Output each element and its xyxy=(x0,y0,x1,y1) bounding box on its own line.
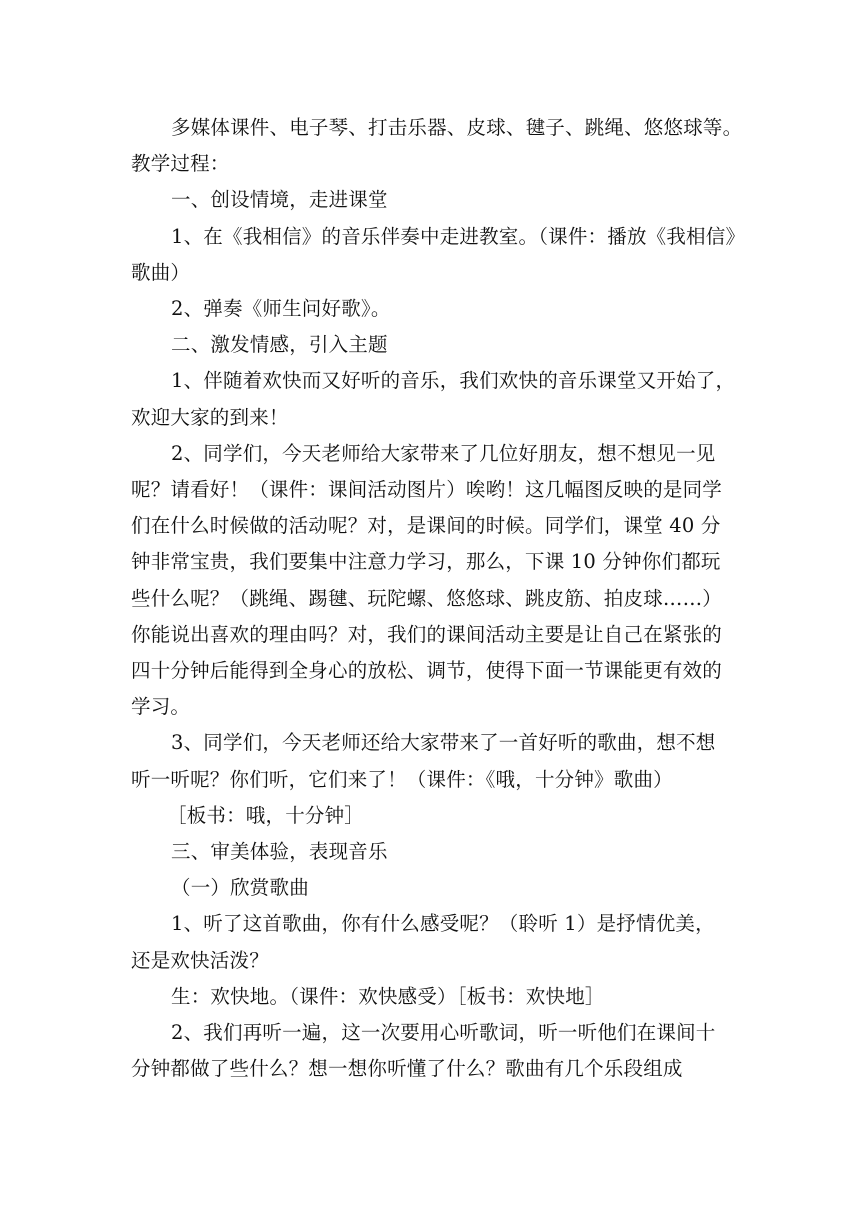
paragraph-line: 3、同学们，今天老师还给大家带来了一首好听的歌曲，想不想 xyxy=(171,731,716,755)
teaching-process-heading: 教学过程： xyxy=(131,152,230,176)
subsection-heading: （一）欣赏歌曲 xyxy=(171,876,309,900)
section-heading-2: 二、激发情感，引入主题 xyxy=(171,333,388,357)
paragraph-line: 2、弹奏《师生问好歌》。 xyxy=(171,297,391,321)
paragraph-line: 学习。 xyxy=(131,695,191,719)
document-body xyxy=(131,110,746,1087)
paragraph-line: 欢迎大家的到来！ xyxy=(131,405,289,429)
section-heading-3: 三、审美体验，表现音乐 xyxy=(171,840,388,864)
section-heading-1: 一、创设情境，走进课堂 xyxy=(171,188,388,212)
paragraph-line: 分钟都做了些什么？想一想你听懂了什么？歌曲有几个乐段组成 xyxy=(131,1057,683,1081)
paragraph-line: 1、听了这首歌曲，你有什么感受呢？（聆听 1）是抒情优美， xyxy=(171,912,715,936)
paragraph-line: 1、伴随着欢快而又好听的音乐，我们欢快的音乐课堂又开始了， xyxy=(171,369,736,393)
materials-line: 多媒体课件、电子琴、打击乐器、皮球、毽子、跳绳、悠悠球等。 xyxy=(171,116,743,139)
paragraph-line: 呢？请看好！（课件：课间活动图片）唉哟！这几幅图反映的是同学 xyxy=(131,478,723,502)
paragraph-line: 1、在《我相信》的音乐伴奏中走进教室。（课件：播放《我相信》 xyxy=(171,224,746,248)
board-note: ［板书：哦，十分钟］ xyxy=(167,803,365,827)
paragraph-line: 还是欢快活泼？ xyxy=(131,948,269,972)
paragraph-line: 们在什么时候做的活动呢？对，是课间的时候。同学们，课堂 40 分 xyxy=(131,514,721,538)
paragraph-line: 四十分钟后能得到全身心的放松、调节，使得下面一节课能更有效的 xyxy=(131,659,723,683)
paragraph-line: 钟非常宝贵，我们要集中注意力学习，那么，下课 10 分钟你们都玩 xyxy=(131,550,721,574)
paragraph-line: 你能说出喜欢的理由吗？对，我们的课间活动主要是让自己在紧张的 xyxy=(131,622,723,646)
paragraph-line: 些什么呢？（跳绳、踢毽、玩陀螺、悠悠球、跳皮筋、拍皮球……） xyxy=(131,586,723,610)
paragraph-line: 2、同学们，今天老师给大家带来了几位好朋友，想不想见一见 xyxy=(171,441,716,465)
paragraph-line: 生：欢快地。（课件：欢快感受）［板书：欢快地］ xyxy=(171,984,605,1008)
paragraph-line: 2、我们再听一遍，这一次要用心听歌词，听一听他们在课间十 xyxy=(171,1021,716,1045)
paragraph-line: 听一听呢？你们听，它们来了！（课件：《哦，十分钟》歌曲） xyxy=(131,767,673,791)
paragraph-line: 歌曲） xyxy=(131,260,191,284)
